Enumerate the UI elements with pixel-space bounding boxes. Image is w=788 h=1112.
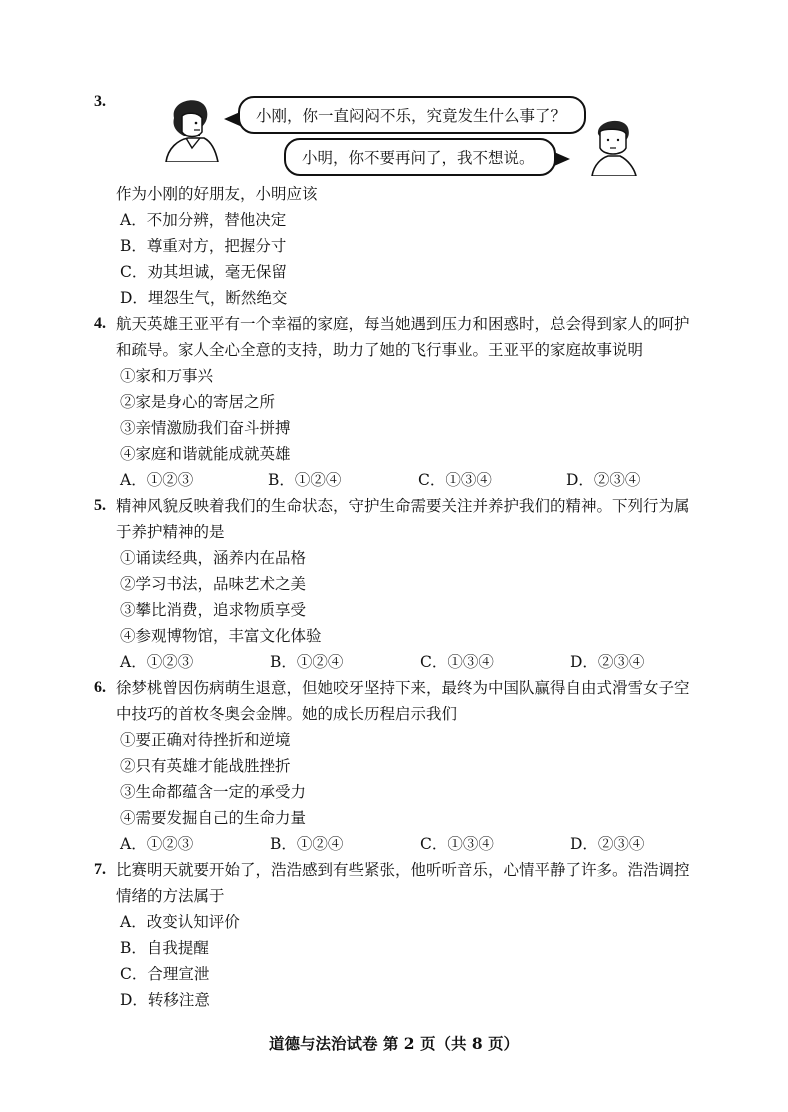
question-3-option-a: A．不加分辨，替他决定 [120,211,287,229]
question-5-stem-line1: 精神风貌反映着我们的生命状态，守护生命需要关注并养护我们的精神。下列行为属 [116,497,690,515]
page-footer: 道德与法治试卷 第 2 页（共 8 页） [268,1034,520,1053]
question-6-item-1: ①要正确对待挫折和逆境 [120,731,291,749]
question-6-item-3: ③生命都蕴含一定的承受力 [120,783,307,801]
bubble-right-text: 小明，你不要再问了，我不想说。 [302,149,535,167]
question-6-choice-c: C．①③④ [420,835,494,853]
question-5-choice-b: B．①②④ [270,653,344,671]
question-3-number: 3. [94,93,106,110]
question-5-choice-c: C．①③④ [420,653,494,671]
question-5-item-1: ①诵读经典，涵养内在品格 [120,549,307,567]
question-4-item-1: ①家和万事兴 [120,367,214,385]
question-7-number: 7. [94,861,106,878]
question-5-choice-d: D．②③④ [570,653,645,671]
question-3-option-d: D．埋怨生气，断然绝交 [120,289,288,307]
question-6-stem-line1: 徐梦桃曾因伤病萌生退意，但她咬牙坚持下来，最终为中国队赢得自由式滑雪女子空 [116,679,690,697]
boy-left-figure-icon [160,92,222,162]
question-4-choice-d: D．②③④ [566,471,641,489]
question-4-choice-b: B．①②④ [268,471,342,489]
question-6-item-2: ②只有英雄才能战胜挫折 [120,757,291,775]
question-7-stem-line1: 比赛明天就要开始了，浩浩感到有些紧张，他听听音乐，心情平静了许多。浩浩调控 [116,861,690,879]
question-4-choice-c: C．①③④ [418,471,492,489]
question-7-option-d: D．转移注意 [120,991,210,1009]
speech-bubble-left [238,96,586,134]
question-4-number: 4. [94,315,106,332]
question-5-item-4: ④参观博物馆，丰富文化体验 [120,627,322,645]
question-4-choice-a: A．①②③ [120,471,194,489]
question-4-item-3: ③亲情激励我们奋斗拼搏 [120,419,291,437]
question-6-item-4: ④需要发掘自己的生命力量 [120,809,307,827]
question-6-stem-line2: 中技巧的首枚冬奥会金牌。她的成长历程启示我们 [116,705,458,723]
question-5-item-3: ③攀比消费，追求物质享受 [120,601,307,619]
question-5-item-2: ②学习书法，品味艺术之美 [120,575,307,593]
question-5-number: 5. [94,497,106,514]
question-3-stem: 作为小刚的好朋友，小明应该 [116,185,318,203]
question-4-item-4: ④家庭和谐就能成就英雄 [120,445,291,463]
question-6-number: 6. [94,679,106,696]
question-7-option-a: A．改变认知评价 [120,913,240,931]
question-6-choice-d: D．②③④ [570,835,645,853]
question-7-stem-line2: 情绪的方法属于 [116,887,225,905]
question-7-option-c: C．合理宣泄 [120,965,210,983]
question-4-stem-line1: 航天英雄王亚平有一个幸福的家庭，每当她遇到压力和困惑时，总会得到家人的呵护 [116,315,690,333]
question-5-stem-line2: 于养护精神的是 [116,523,225,541]
question-3-option-b: B．尊重对方，把握分寸 [120,237,287,255]
question-3-option-c: C．劝其坦诚，毫无保留 [120,263,287,281]
question-7-option-b: B．自我提醒 [120,939,209,957]
bubble-left-text: 小刚，你一直闷闷不乐，究竟发生什么事了？ [256,107,567,125]
question-4-stem-line2: 和疏导。家人全心全意的支持，助力了她的飞行事业。王亚平的家庭故事说明 [116,341,644,359]
question-4-item-2: ②家是身心的寄居之所 [120,393,276,411]
boy-right-figure-icon [588,114,640,176]
speech-bubble-right [284,138,556,176]
question-5-choice-a: A．①②③ [120,653,194,671]
question-6-choice-a: A．①②③ [120,835,194,853]
question-6-choice-b: B．①②④ [270,835,344,853]
